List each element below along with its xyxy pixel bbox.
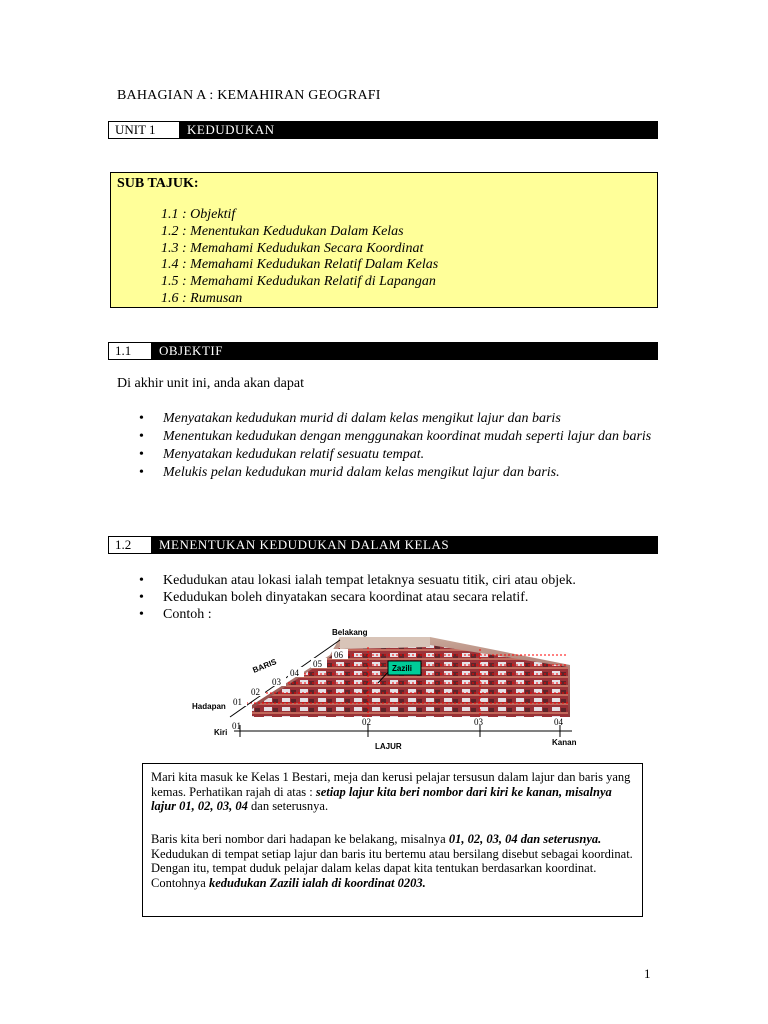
- bullet-icon: •: [139, 447, 144, 462]
- hadapan-label: Hadapan: [192, 702, 226, 711]
- row-number: 05: [313, 659, 322, 669]
- unit-title: KEDUDUKAN: [179, 122, 657, 138]
- emphasis-text: setiap lajur kita beri nombor dari kiri ke kanan, misalnya lajur 01, 02, 03, 04: [151, 784, 612, 813]
- text-run: dan seterusnya.: [247, 799, 329, 813]
- list-item: [117, 410, 657, 427]
- explanation-box: [142, 763, 643, 917]
- point-text: Kedudukan atau lokasi ialah tempat letaknya sesuatu titik, ciri atau objek.: [163, 573, 576, 588]
- emphasis-text: kedudukan Zazili ialah di koordinat 0203.: [208, 875, 426, 890]
- point-text: Contoh :: [163, 607, 212, 622]
- section-number: 1.2: [109, 537, 151, 553]
- subtopic-item: 1.6 : Rumusan: [161, 290, 243, 306]
- list-item: [117, 464, 657, 481]
- bullet-icon: •: [139, 411, 144, 426]
- row-number: 03: [272, 677, 281, 687]
- subtopic-list: [161, 207, 438, 308]
- subtopic-item: 1.3 : Memahami Kedudukan Secara Koordinat: [161, 240, 424, 256]
- point-text: Kedudukan boleh dinyatakan secara koordinat atau secara relatif.: [163, 590, 529, 605]
- list-item: [117, 589, 657, 606]
- subtopic-heading: SUB TAJUK:: [117, 176, 199, 191]
- section-title: OBJEKTIF: [151, 343, 657, 359]
- zazili-label: Zazili: [392, 664, 413, 673]
- column-number: 02: [362, 717, 371, 727]
- objective-text: Menyatakan kedudukan relatif sesuatu tempat.: [163, 447, 425, 462]
- list-item: [117, 446, 657, 463]
- subtopic-box: [110, 172, 658, 308]
- points-list: [117, 572, 657, 623]
- list-item: [117, 572, 657, 589]
- objective-text: Menentukan kedudukan dengan menggunakan koordinat mudah seperti lajur dan baris: [163, 429, 652, 444]
- list-item: [117, 428, 657, 445]
- column-number: 01: [232, 721, 241, 731]
- section-title: MENENTUKAN KEDUDUKAN DALAM KELAS: [151, 537, 657, 553]
- emphasis-text: 01, 02, 03, 04 dan seterusnya.: [448, 832, 602, 846]
- text-run: Mari kita masuk ke Kelas 1 Bestari, meja dan kerusi pelajar tersusun dalam lajur dan baris yang kemas. Perhatikan rajah di atas :: [151, 770, 631, 799]
- section-1-2-header: [108, 536, 658, 554]
- objective-text: Menyatakan kedudukan murid di dalam kelas mengikut lajur dan baris: [163, 411, 561, 426]
- bullet-icon: •: [139, 429, 144, 444]
- bullet-icon: •: [139, 465, 144, 480]
- kiri-label: Kiri: [214, 728, 228, 737]
- row-number: 02: [251, 687, 260, 697]
- bullet-icon: •: [139, 573, 144, 588]
- row-number: 04: [290, 668, 299, 678]
- column-number-labels: [232, 717, 564, 731]
- section-number: 1.1: [109, 343, 151, 359]
- text-run: Kedudukan di tempat setiap lajur dan baris itu bertemu atau bersilang disebut sebagai koordinat. Dengan itu, tempat duduk pelajar dalam kelas dapat kita tentukan berdasarkan koordinat. Contohnya: [151, 846, 633, 890]
- row-number: 06: [334, 650, 343, 660]
- text-run: Baris kita beri nombor dari hadapan ke belakang, misalnya: [151, 832, 449, 846]
- unit-number: UNIT 1: [109, 122, 179, 138]
- subtopic-item: 1.4 : Memahami Kedudukan Relatif Dalam Kelas: [161, 257, 439, 273]
- classroom-coordinate-figure: [190, 625, 590, 753]
- page-number: 1: [644, 966, 651, 981]
- baris-label: BARIS: [251, 657, 278, 675]
- intro-text: Di akhir unit ini, anda akan dapat: [117, 376, 304, 391]
- kanan-label: Kanan: [552, 738, 577, 747]
- subtopic-item: 1.1 : Objektif: [161, 207, 236, 222]
- objective-text: Melukis pelan kedudukan murid dalam kelas mengikut lajur dan baris.: [163, 465, 560, 480]
- row-number: 01: [233, 697, 242, 707]
- bullet-icon: •: [139, 607, 144, 622]
- unit-header-bar: [108, 121, 658, 139]
- belakang-label: Belakang: [332, 628, 368, 637]
- section-1-1-header: [108, 342, 658, 360]
- column-number: 04: [554, 717, 563, 727]
- subtopic-item: 1.5 : Memahami Kedudukan Relatif di Lapangan: [161, 274, 436, 290]
- explanation-paragraph-2: [151, 832, 635, 890]
- list-item: [117, 606, 657, 623]
- column-number: 03: [474, 717, 483, 727]
- explanation-paragraph-1: [151, 770, 635, 814]
- lajur-axis: [234, 725, 572, 737]
- lajur-label: LAJUR: [375, 742, 402, 751]
- page-title: BAHAGIAN A : KEMAHIRAN GEOGRAFI: [117, 88, 381, 103]
- objective-list: [117, 410, 657, 482]
- bullet-icon: •: [139, 590, 144, 605]
- subtopic-item: 1.2 : Menentukan Kedudukan Dalam Kelas: [161, 223, 404, 239]
